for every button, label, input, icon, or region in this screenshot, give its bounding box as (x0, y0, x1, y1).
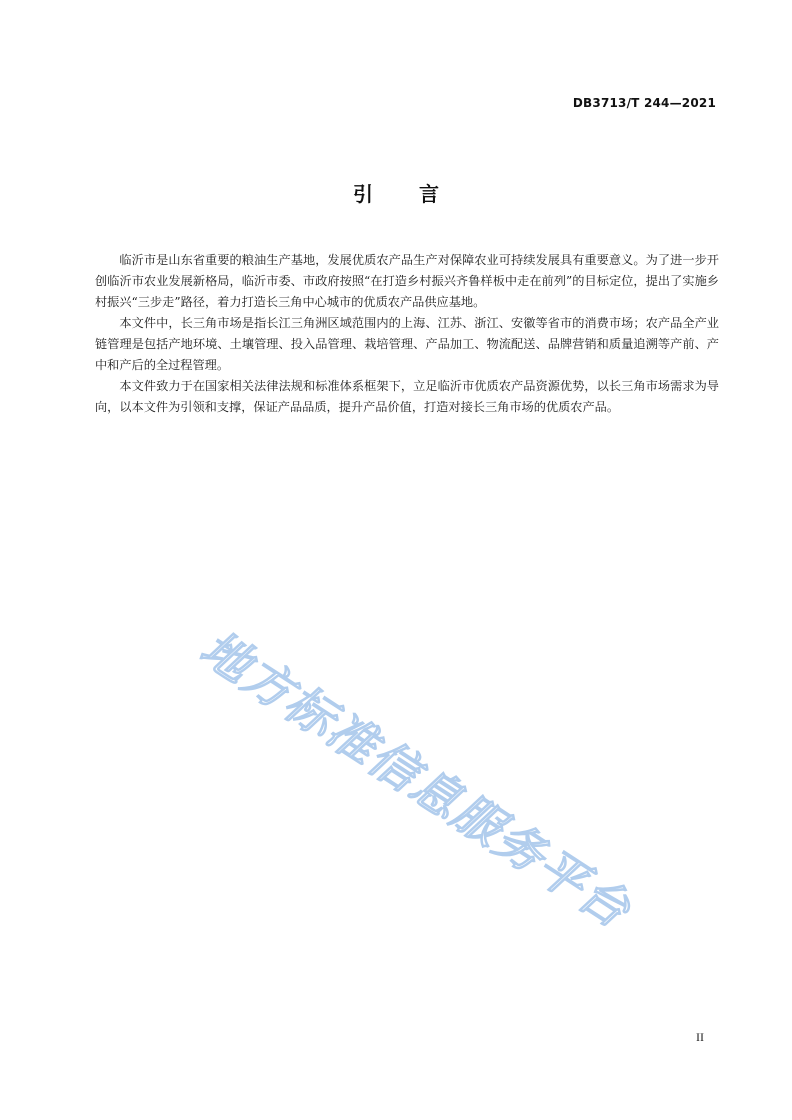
section-title-char-2: 言 (419, 182, 439, 206)
paragraph-1: 临沂市是山东省重要的粮油生产基地，发展优质农产品生产对保障农业可持续发展具有重要意义。为了进一步开创临沂市农业发展新格局，临沂市委、市政府按照“在打造乡村振兴齐鲁样板中走在前列”的目标定位，提出了实施乡村振兴“三步走”路径，着力打造长三角中心城市的优质农产品供应基地。 (95, 253, 719, 309)
document-code: DB3713/T 244—2021 (572, 96, 716, 110)
paragraph-3: 本文件致力于在国家相关法律法规和标准体系框架下，立足临沂市优质农产品资源优势，以长三角市场需求为导向，以本文件为引领和支撑，保证产品品质，提升产品价值，打造对接长三角市场的优质农产品。 (95, 379, 719, 414)
page-number: II (696, 1030, 704, 1044)
introduction-body (95, 250, 719, 418)
section-title-char-1: 引 (353, 182, 373, 206)
paragraph-2: 本文件中，长三角市场是指长江三角洲区域范围内的上海、江苏、浙江、安徽等省市的消费市场；农产品全产业链管理是包括产地环境、土壤管理、投入品管理、栽培管理、产品加工、物流配送、品牌营销和质量追溯等产前、产中和产后的全过程管理。 (95, 316, 719, 372)
watermark-text: 地方标准信息服务平台 (190, 620, 641, 940)
section-title (0, 178, 792, 207)
